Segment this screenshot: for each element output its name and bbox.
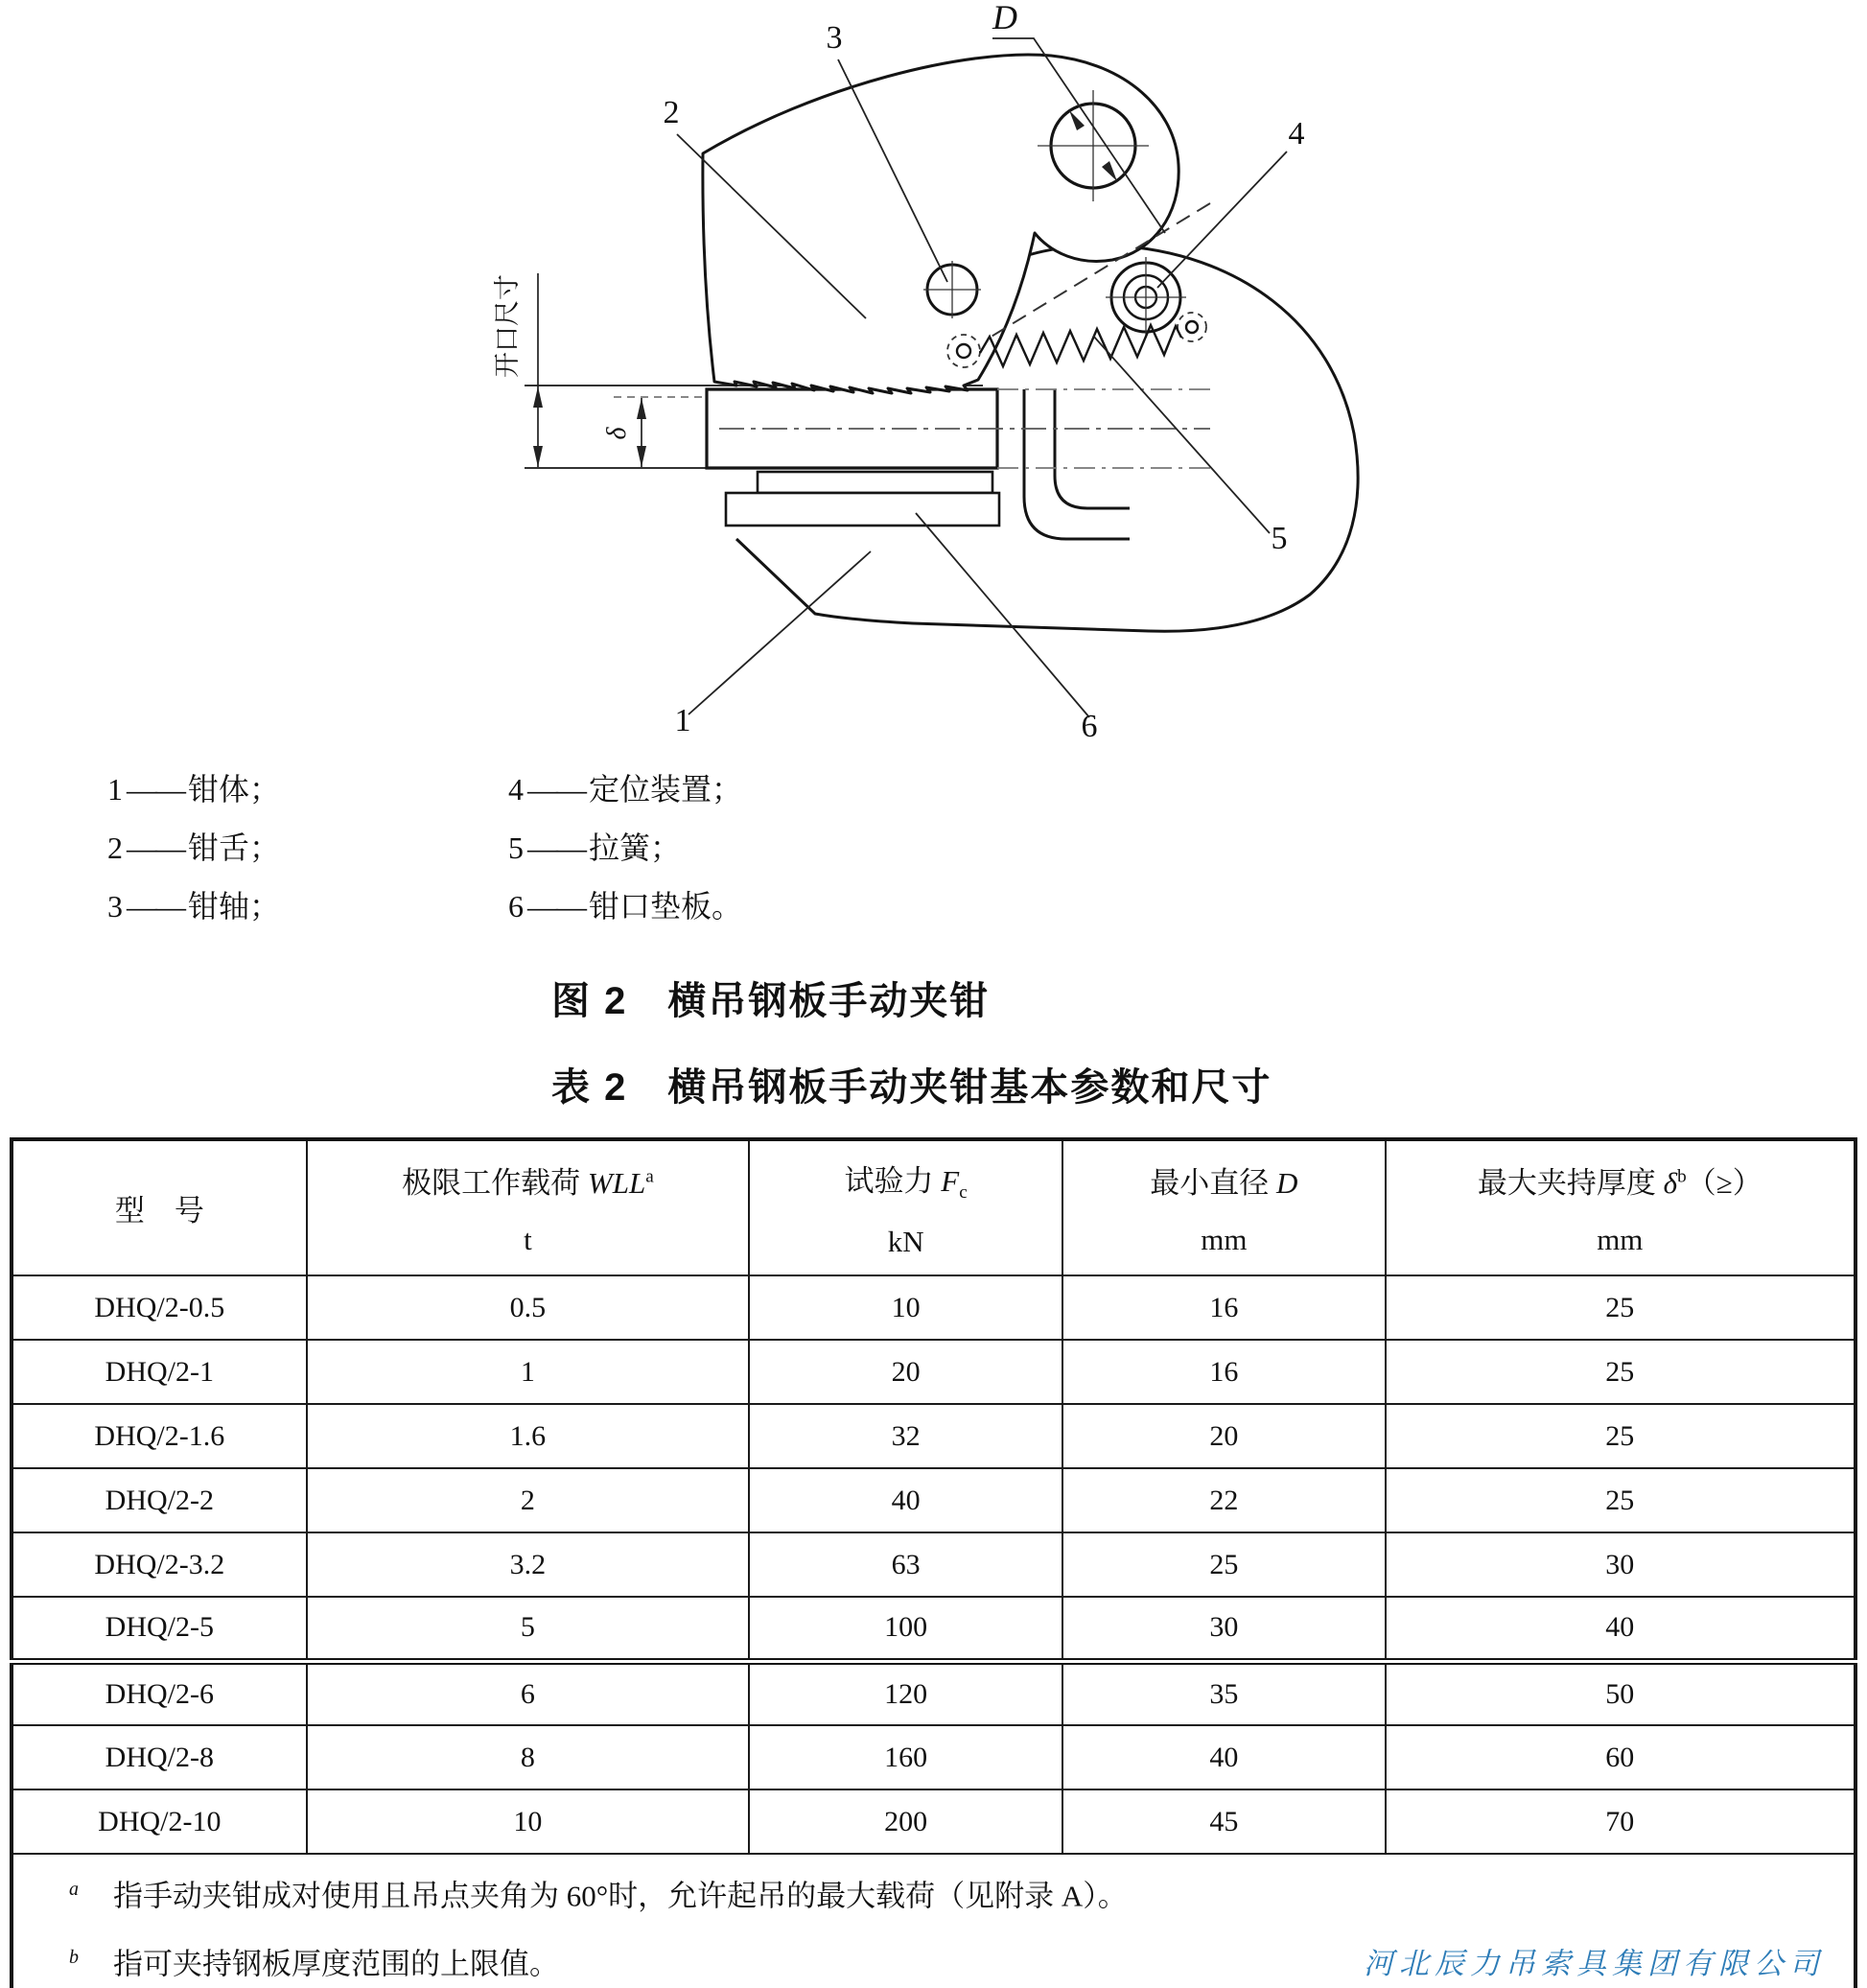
cell-min-diameter: 40 xyxy=(1062,1725,1386,1789)
part-label-2: 2 xyxy=(663,95,680,130)
part-label-6: 6 xyxy=(1081,709,1098,744)
legend-dash: —— xyxy=(527,772,585,807)
legend-left-column xyxy=(107,773,280,948)
legend-item xyxy=(107,773,280,806)
column-header-label: 试验力 $F_c$ xyxy=(844,1163,968,1204)
cell-test-force: 120 xyxy=(749,1661,1062,1725)
pad-support xyxy=(726,493,999,526)
column-header xyxy=(1386,1139,1855,1275)
cell-max-thickness: 25 xyxy=(1386,1404,1855,1468)
legend-dash: —— xyxy=(527,889,585,924)
bent-lip-outer xyxy=(1024,389,1130,539)
cell-model: DHQ/2-6 xyxy=(12,1661,307,1725)
cell-min-diameter: 35 xyxy=(1062,1661,1386,1725)
table-row xyxy=(12,1340,1855,1404)
cell-model: DHQ/2-5 xyxy=(12,1597,307,1661)
column-header xyxy=(1062,1139,1386,1275)
cell-model: DHQ/2-3.2 xyxy=(12,1532,307,1597)
footnote-mark: a xyxy=(69,1879,79,1900)
cell-model: DHQ/2-1.6 xyxy=(12,1404,307,1468)
legend-part-name: 钳体； xyxy=(188,772,281,807)
legend-number: 6 xyxy=(508,889,524,924)
legend-part-name: 钳轴； xyxy=(188,889,281,924)
table-row xyxy=(12,1725,1855,1789)
column-header xyxy=(749,1139,1062,1275)
legend-item xyxy=(107,831,280,864)
cell-min-diameter: 25 xyxy=(1062,1532,1386,1597)
legend-dash: —— xyxy=(127,772,184,807)
bent-lip-inner xyxy=(1055,389,1130,508)
legend-part-name: 钳舌； xyxy=(188,830,281,865)
cell-min-diameter: 22 xyxy=(1062,1468,1386,1532)
jaw-pad xyxy=(758,472,992,493)
column-header-unit: mm xyxy=(1201,1223,1248,1256)
legend-number: 5 xyxy=(508,830,524,865)
dim-label-delta: δ xyxy=(602,427,632,440)
footnote-mark: b xyxy=(69,1947,79,1969)
legend-part-name: 钳口垫板。 xyxy=(589,889,743,924)
part-label-1: 1 xyxy=(674,703,691,738)
column-header xyxy=(307,1139,750,1275)
cell-min-diameter: 30 xyxy=(1062,1597,1386,1661)
company-watermark: 河北辰力吊索具集团有限公司 xyxy=(1364,1947,1825,1980)
cell-wll: 8 xyxy=(307,1725,750,1789)
cell-model: DHQ/2-2 xyxy=(12,1468,307,1532)
table-row xyxy=(12,1468,1855,1532)
cell-wll: 6 xyxy=(307,1661,750,1725)
cell-model: DHQ/2-8 xyxy=(12,1725,307,1789)
cell-max-thickness: 25 xyxy=(1386,1340,1855,1404)
column-header-unit: t xyxy=(524,1223,532,1256)
cell-wll: 10 xyxy=(307,1789,750,1854)
legend-number: 4 xyxy=(508,772,524,807)
table-row xyxy=(12,1532,1855,1597)
part-label-3: 3 xyxy=(826,20,843,56)
legend-number: 3 xyxy=(107,889,123,924)
parameters-table xyxy=(10,1137,1857,1988)
cell-max-thickness: 60 xyxy=(1386,1725,1855,1789)
cell-test-force: 40 xyxy=(749,1468,1062,1532)
cell-wll: 1 xyxy=(307,1340,750,1404)
cell-test-force: 63 xyxy=(749,1532,1062,1597)
column-header-unit: kN xyxy=(887,1225,924,1259)
part-label-4: 4 xyxy=(1288,116,1305,152)
cell-test-force: 200 xyxy=(749,1789,1062,1854)
column-header xyxy=(12,1139,307,1275)
cell-max-thickness: 70 xyxy=(1386,1789,1855,1854)
legend-dash: —— xyxy=(127,889,184,924)
cell-wll: 2 xyxy=(307,1468,750,1532)
figure-caption: 图 2 横吊钢板手动夹钳 xyxy=(551,980,991,1022)
table-caption: 表 2 横吊钢板手动夹钳基本参数和尺寸 xyxy=(551,1066,1272,1109)
cell-model: DHQ/2-1 xyxy=(12,1340,307,1404)
table-row xyxy=(12,1597,1855,1661)
cell-test-force: 20 xyxy=(749,1340,1062,1404)
cell-test-force: 32 xyxy=(749,1404,1062,1468)
cell-min-diameter: 45 xyxy=(1062,1789,1386,1854)
column-header-unit: mm xyxy=(1597,1223,1644,1256)
cell-max-thickness: 25 xyxy=(1386,1468,1855,1532)
table-row xyxy=(12,1661,1855,1725)
legend-dash: —— xyxy=(527,830,585,865)
legend-part-name: 定位装置； xyxy=(589,772,743,807)
part-label-5: 5 xyxy=(1271,521,1288,556)
legend-number: 1 xyxy=(107,772,123,807)
cell-max-thickness: 40 xyxy=(1386,1597,1855,1661)
table-header xyxy=(12,1139,1855,1275)
table-row xyxy=(12,1275,1855,1340)
cell-wll: 1.6 xyxy=(307,1404,750,1468)
cell-test-force: 160 xyxy=(749,1725,1062,1789)
dim-label-d: D xyxy=(992,0,1017,36)
column-header-label: 极限工作载荷 WLL$^a$ xyxy=(402,1166,654,1200)
table-row xyxy=(12,1789,1855,1854)
legend-right-column xyxy=(508,773,742,948)
dim-label-opening: 开口尺寸 xyxy=(493,274,522,378)
legend-dash: —— xyxy=(127,830,184,865)
footnote-text: 指手动夹钳成对使用且吊点夹角为 60°时，允许起吊的最大载荷（见附录 A）。 xyxy=(113,1879,1128,1913)
cell-min-diameter: 16 xyxy=(1062,1340,1386,1404)
cell-test-force: 100 xyxy=(749,1597,1062,1661)
legend-part-name: 拉簧； xyxy=(589,830,682,865)
figure-plate-clamp xyxy=(0,0,1867,758)
steel-plate xyxy=(707,389,999,526)
column-header-label: 型 号 xyxy=(114,1194,204,1228)
legend-item xyxy=(508,890,742,923)
cell-test-force: 10 xyxy=(749,1275,1062,1340)
footnote-text: 指可夹持钢板厚度范围的上限值。 xyxy=(113,1947,559,1981)
legend-item xyxy=(107,890,280,923)
cell-model: DHQ/2-10 xyxy=(12,1789,307,1854)
footnote-line xyxy=(69,1870,1834,1915)
legend-item xyxy=(508,773,742,806)
cell-wll: 5 xyxy=(307,1597,750,1661)
legend-number: 2 xyxy=(107,830,123,865)
column-header-label: 最小直径 D xyxy=(1150,1166,1298,1200)
legend-item xyxy=(508,831,742,864)
cell-wll: 0.5 xyxy=(307,1275,750,1340)
cell-max-thickness: 30 xyxy=(1386,1532,1855,1597)
cell-model: DHQ/2-0.5 xyxy=(12,1275,307,1340)
table-row xyxy=(12,1404,1855,1468)
cell-wll: 3.2 xyxy=(307,1532,750,1597)
cell-min-diameter: 16 xyxy=(1062,1275,1386,1340)
column-header-label: 最大夹持厚度 $\delta^b(\ge)$ xyxy=(1477,1166,1762,1200)
cell-min-diameter: 20 xyxy=(1062,1404,1386,1468)
cell-max-thickness: 25 xyxy=(1386,1275,1855,1340)
cell-max-thickness: 50 xyxy=(1386,1661,1855,1725)
